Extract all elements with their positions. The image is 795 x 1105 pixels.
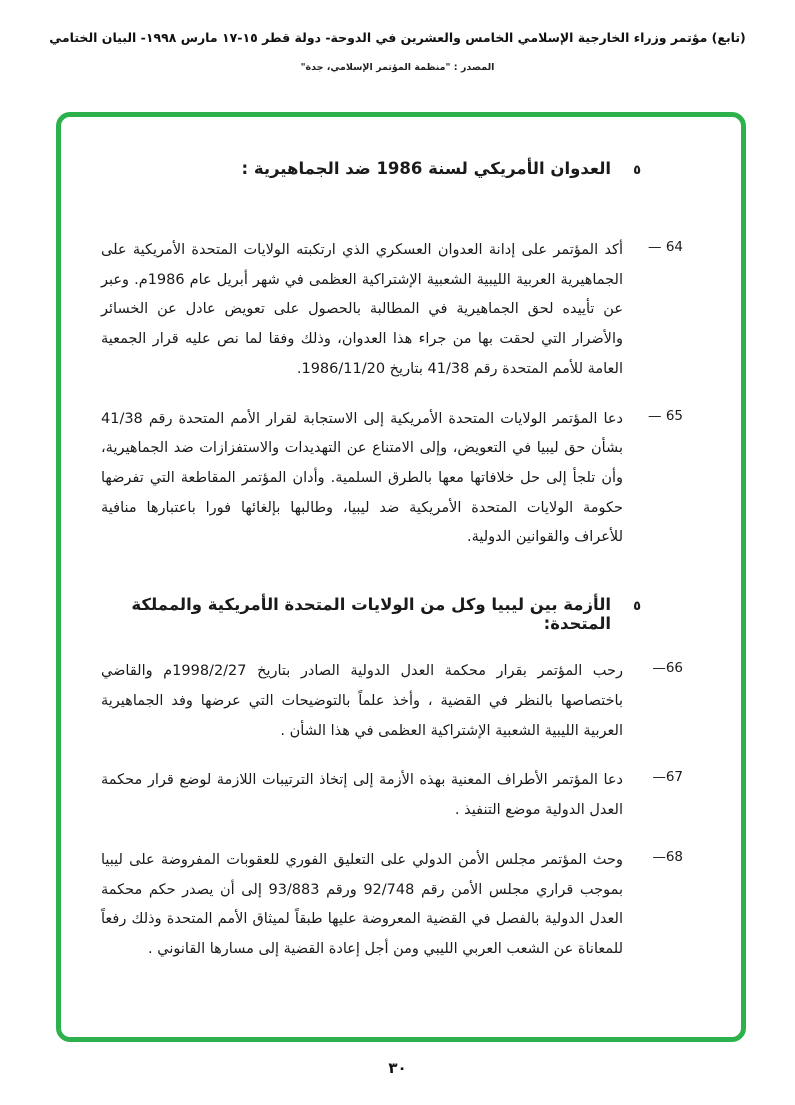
section-title: العدوان الأمريكي لسنة 1986 ضد الجماهيرية :	[241, 159, 612, 178]
paragraph-number: 65 —	[648, 407, 683, 424]
document-body	[61, 117, 741, 1037]
paragraph-text: وحث المؤتمر مجلس الأمن الدولي على التعليق الفوري للعقوبات المفروضة على ليبيا بموجب قراري مجلس الأمن رقم 92/748 ورقم 93/883 إلى أن يصدر حكم محكمة العدل الدولية بالفصل في القضية المعروضة عليها طبقاً لميثاق الأمم المتحدة وذلك رفعاً للمعاناة عن الشعب العربي الليبي ومن أجل إعادة القضية إلى مسارها القانوني .	[101, 851, 623, 957]
paragraph-number: 67—	[652, 769, 683, 786]
content-frame	[56, 112, 746, 1042]
paragraph-number: 64 —	[648, 239, 683, 255]
source-line: المصدر : "منظمة المؤتمر الإسلامي، جدة"	[300, 62, 495, 73]
bullet-marker: ٥	[633, 599, 641, 615]
page-number: ٣٠	[388, 1059, 407, 1077]
paragraph-text: رحب المؤتمر بقرار محكمة العدل الدولية الصادر بتاريخ 1998/2/27م والقاضي باختصاصها بالنظر في القضية ، وأخذ علماً بالتوضيحات التي عرضها وفد الجماهيرية العربية الليبية الشعبية الإشتراكية العظمى في هذا الشأن .	[101, 663, 624, 739]
paragraph-67	[101, 766, 683, 825]
paragraph-number: 66—	[652, 660, 683, 677]
section-heading-us-aggression	[101, 159, 683, 178]
bullet-marker: ٥	[633, 163, 641, 178]
paragraph-64	[101, 236, 683, 385]
paragraph-text: دعا المؤتمر الأطراف المعنية بهذه الأزمة إلى إتخاذ الترتيبات اللازمة لوضع قرار محكمة العدل الدولية موضع التنفيذ .	[101, 772, 623, 819]
section-heading-libya-crisis	[101, 595, 683, 633]
section-title: الأزمة بين ليبيا وكل من الولايات المتحدة الأمريكية والمملكة المتحدة:	[131, 595, 612, 634]
paragraph-text: أكد المؤتمر على إدانة العدوان العسكري الذي ارتكبته الولايات المتحدة الأمريكية على الجماهيرية العربية الليبية الشعبية الإشتراكية العظمى في شهر أبريل عام 1986م. وعبر عن تأييده لحق الجماهيرية في المطالبة بالحصول على تعويض عادل عن الخسائر والأضرار التي لحقت بها من جراء هذا العدوان، وذلك وفقا لما نص عليه قرار الجمعية العامة للأمم المتحدة رقم 41/38 بتاريخ 1986/11/20.	[101, 242, 623, 377]
paragraph-66	[101, 657, 683, 746]
paragraph-number: 68—	[652, 848, 683, 865]
paragraph-68	[101, 846, 683, 965]
paragraph-65	[101, 405, 683, 554]
paragraph-text: دعا المؤتمر الولايات المتحدة الأمريكية إلى الاستجابة لقرار الأمم المتحدة رقم 41/38 بشأن حق ليبيا في التعويض، وإلى الامتناع عن التهديدات والاستفزازات ضد الجماهيرية، وأن تلجأ إلى حل خلافاتها معها بالطرق السلمية. وأدان المؤتمر المقاطعة التي تفرضها حكومة الولايات المتحدة الأمريكية ضد ليبيا، وطالبها بإلغائها فورا باعتبارها منافية للأعراف والقوانين الدولية.	[101, 410, 623, 546]
page-header-title: (تابع) مؤتمر وزراء الخارجية الإسلامي الخامس والعشرين في الدوحة- دولة قطر ١٥-١٧ مارس ١٩٩٨- البيان الختامي	[49, 30, 746, 45]
